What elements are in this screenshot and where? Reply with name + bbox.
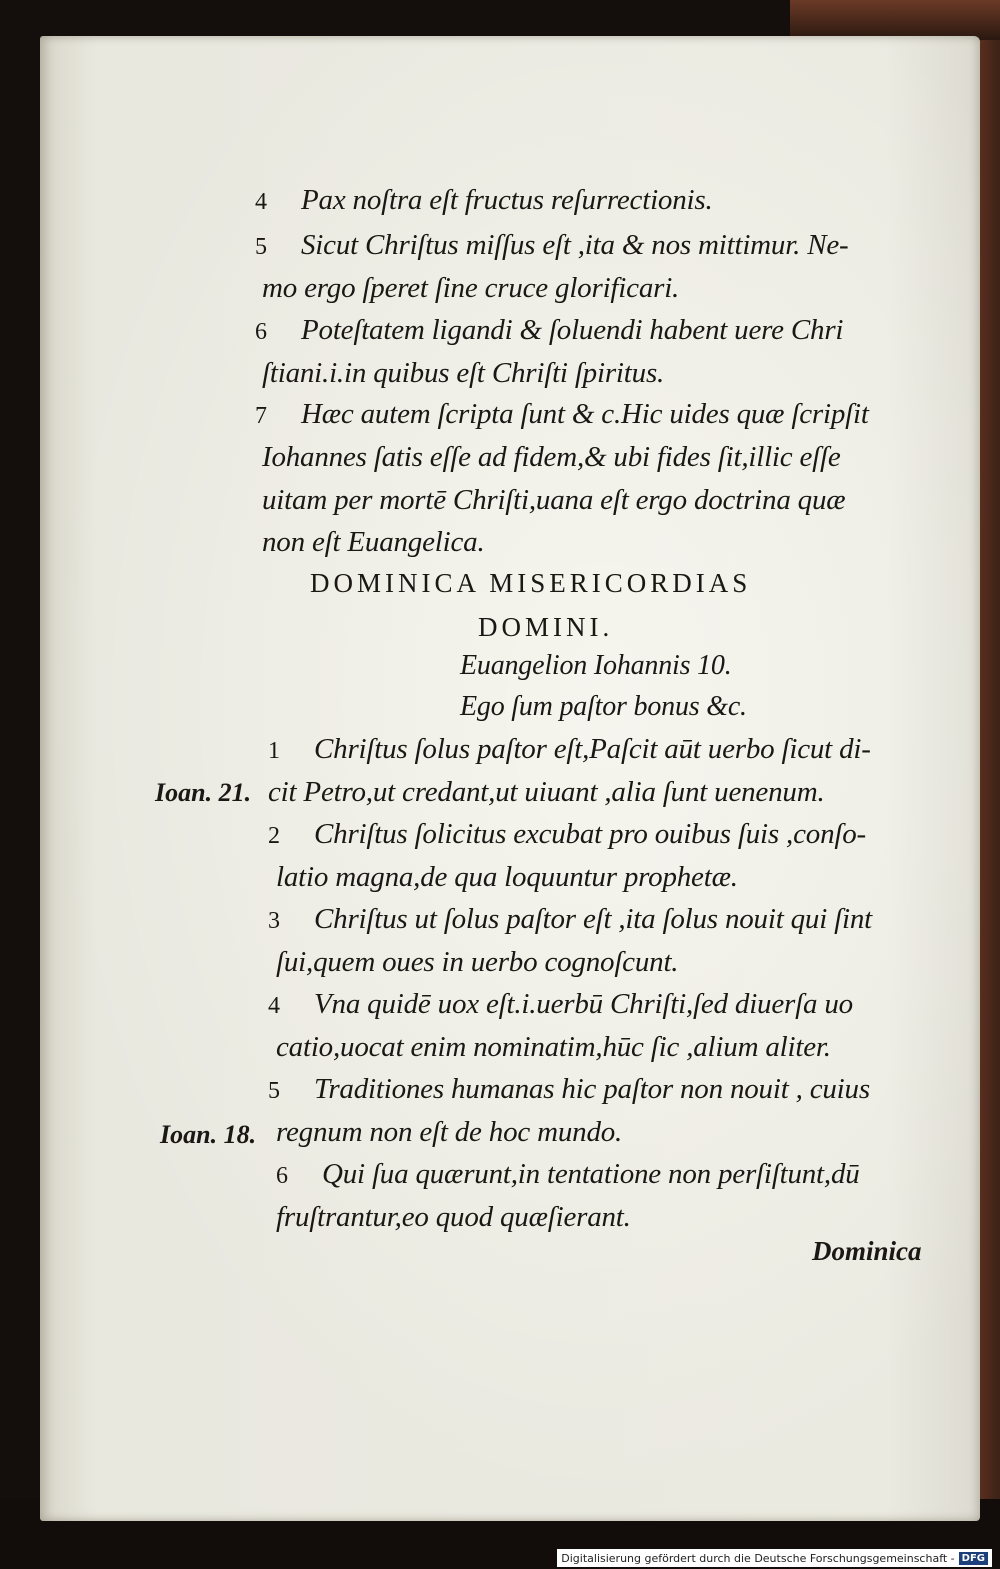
- book-page: [40, 36, 980, 1521]
- page-text: [40, 36, 980, 1521]
- line-text: Hæc autem ſcripta ſunt & c.Hic uides quæ ſcripſit: [301, 398, 869, 430]
- text-line: [255, 184, 713, 217]
- credit-text: Digitalisierung gefördert durch die Deutsche Forschungsgemeinschaft -: [561, 1551, 955, 1565]
- verse-number: 5: [255, 234, 267, 260]
- text-line: [262, 357, 664, 390]
- margin-note: Ioan. 18.: [160, 1120, 257, 1149]
- catchword: Dominica: [812, 1236, 922, 1266]
- line-text: Traditiones humanas hic paſtor non nouit , cuius: [314, 1073, 870, 1105]
- gospel-reference: Euangelion Iohannis 10.: [460, 650, 732, 681]
- text-line: [255, 314, 843, 347]
- verse-number: 5: [268, 1078, 280, 1104]
- line-text: Chriſtus ſolus paſtor eſt,Paſcit aūt uerbo ſicut di-: [314, 733, 871, 765]
- text-line: [268, 988, 853, 1021]
- text-line: [268, 1073, 870, 1106]
- verse-number: 2: [268, 823, 280, 849]
- line-text: Chriſtus ſolicitus excubat pro ouibus ſuis ,conſo-: [314, 818, 866, 850]
- verse-number: 4: [255, 189, 267, 215]
- line-text: Poteſtatem ligandi & ſoluendi habent uere Chri: [301, 314, 844, 346]
- line-text: Sicut Chriſtus miſſus eſt ,ita & nos mittimur. Ne-: [301, 229, 849, 261]
- verse-number: 6: [276, 1163, 288, 1189]
- line-text: mo ergo ſperet ſine cruce glorificari.: [262, 272, 680, 304]
- text-line: [262, 526, 485, 559]
- dfg-logo-icon: DFG: [959, 1552, 988, 1565]
- line-text: Vna quidē uox eſt.i.uerbū Chriſti,ſed diuerſa uo: [314, 988, 853, 1020]
- text-line: [262, 441, 841, 474]
- section-heading: DOMINICA MISERICORDIAS: [310, 568, 752, 598]
- text-line: [276, 1158, 860, 1191]
- text-line: [276, 1116, 622, 1149]
- text-line: [268, 733, 871, 766]
- verse-number: 3: [268, 908, 280, 934]
- text-line: [276, 861, 738, 894]
- book-edge-top: [790, 0, 1000, 40]
- text-line: [255, 398, 869, 431]
- digitization-credit: [557, 1549, 992, 1567]
- text-line: [276, 1031, 831, 1064]
- verse-number: 6: [255, 319, 267, 345]
- text-line: [276, 946, 678, 979]
- text-line: [268, 776, 825, 809]
- verse-number: 4: [268, 993, 280, 1019]
- line-text: Pax noſtra eſt fructus reſurrectionis.: [301, 184, 713, 216]
- gospel-incipit: Ego ſum paſtor bonus &c.: [460, 691, 747, 722]
- line-text: ſtiani.i.in quibus eſt Chriſti ſpiritus.: [262, 357, 665, 389]
- line-text: regnum non eſt de hoc mundo.: [276, 1116, 623, 1148]
- line-text: Qui ſua quærunt,in tentatione non perſiſtunt,dū: [322, 1158, 860, 1190]
- text-line: [268, 818, 866, 851]
- line-text: fruſtrantur,eo quod quæſierant.: [276, 1201, 631, 1233]
- line-text: catio,uocat enim nominatim,hūc ſic ,alium aliter.: [276, 1031, 831, 1063]
- text-line: [262, 484, 845, 517]
- verse-number: 7: [255, 403, 267, 429]
- verse-number: 1: [268, 738, 280, 764]
- line-text: cit Petro,ut credant,ut uiuant ,alia ſunt uenenum.: [268, 776, 825, 808]
- text-line: [276, 1201, 631, 1234]
- line-text: Chriſtus ut ſolus paſtor eſt ,ita ſolus nouit qui ſint: [314, 903, 872, 935]
- section-heading-continued: DOMINI.: [478, 612, 614, 642]
- line-text: ſui,quem oues in uerbo cognoſcunt.: [276, 946, 679, 978]
- line-text: Iohannes ſatis eſſe ad fidem,& ubi fides ſit,illic eſſe: [262, 441, 841, 473]
- text-line: [262, 272, 679, 305]
- line-text: non eſt Euangelica.: [262, 526, 485, 558]
- line-text: latio magna,de qua loquuntur prophetæ.: [276, 861, 738, 893]
- text-line: [255, 229, 848, 262]
- line-text: uitam per mortē Chriſti,uana eſt ergo doctrina quæ: [262, 484, 846, 516]
- text-line: [268, 903, 872, 936]
- margin-note: Ioan. 21.: [155, 778, 252, 807]
